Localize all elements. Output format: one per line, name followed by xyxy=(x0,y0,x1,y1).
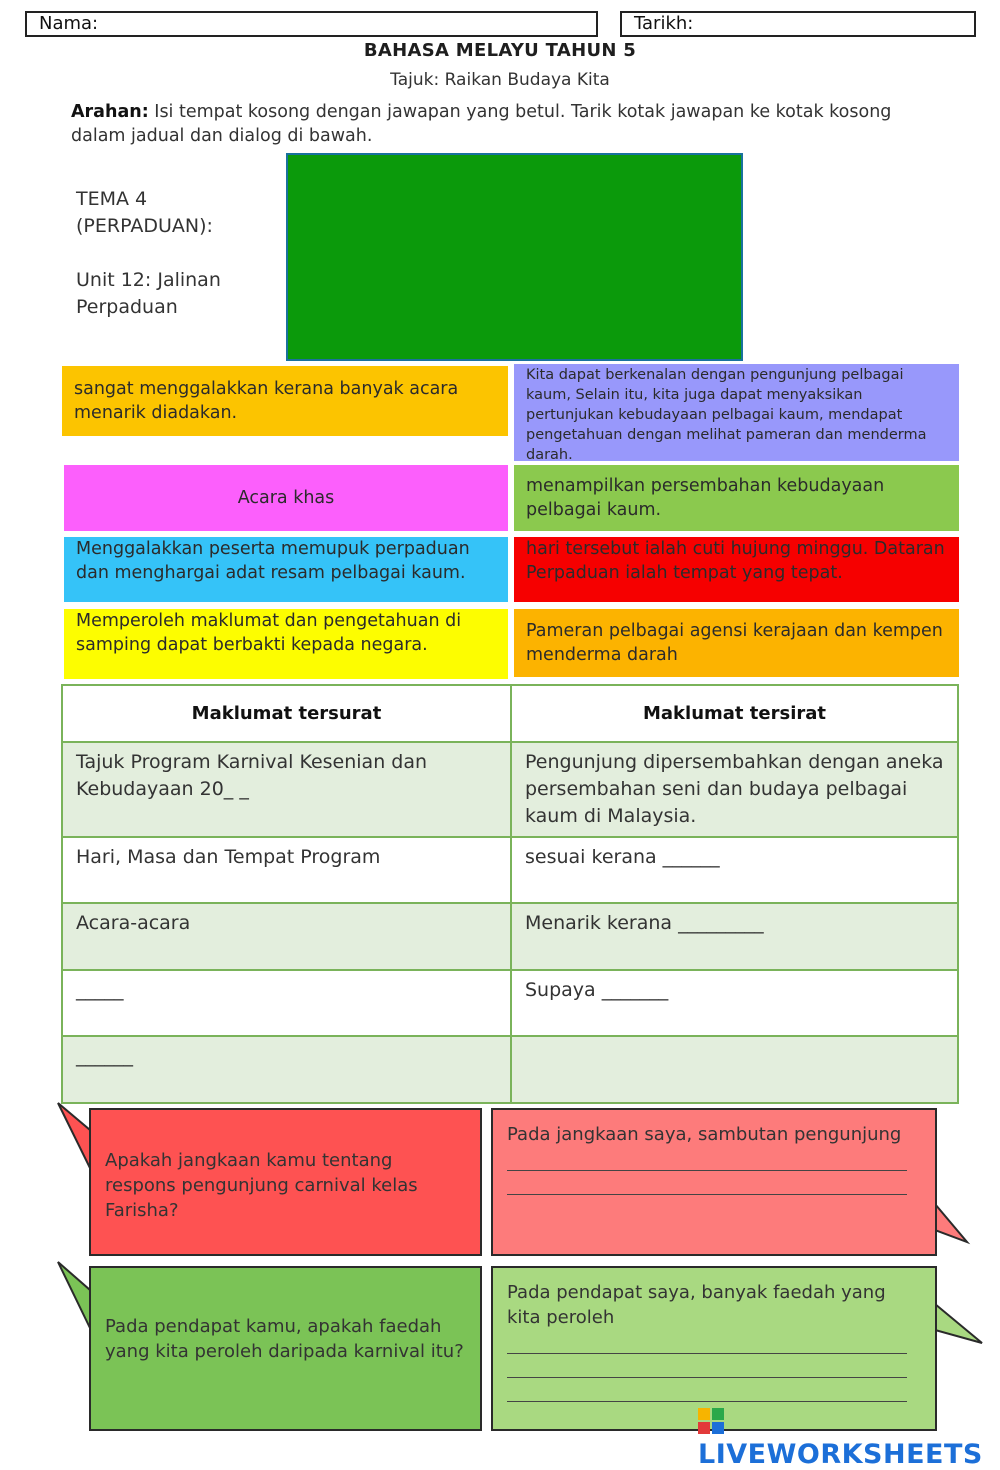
table-cell-blank[interactable]: Menarik kerana _________ xyxy=(511,903,958,970)
answer-bubble xyxy=(491,1266,937,1431)
theme-line-1: TEMA 4 xyxy=(76,188,148,210)
unit-line-1: Unit 12: Jalinan xyxy=(76,269,221,291)
liveworksheets-logo xyxy=(698,1408,1000,1470)
instruction-label: Arahan: xyxy=(71,102,149,122)
column-header-tersurat: Maklumat tersurat xyxy=(62,685,511,742)
answer-card-text: Acara khas xyxy=(237,488,335,508)
answer-card-text: hari tersebut ialah cuti hujung minggu. Dataran Perpaduan ialah tempat yang tepat. xyxy=(526,539,945,583)
logo-text: LIVEWORKSHEETS xyxy=(698,1439,983,1470)
logo-icon xyxy=(698,1408,726,1436)
blank-line[interactable] xyxy=(507,1330,907,1354)
bubble-tail xyxy=(58,1103,90,1168)
answer-card-text: Kita dapat berkenalan dengan pengunjung pelbagai kaum, Selain itu, kita juga dapat menyaksikan pertunjukan kebudayaan pelbagai kaum, mendapat pengetahuan dengan melihat pameran dan menderma darah. xyxy=(526,367,927,463)
bubble-tail xyxy=(935,1304,982,1343)
table-cell-blank[interactable]: Supaya _______ xyxy=(511,970,958,1036)
name-label: Nama: xyxy=(39,13,99,34)
table-cell: Tajuk Program Karnival Kesenian dan Kebudayaan 20_ _ xyxy=(62,742,511,837)
blank-line[interactable] xyxy=(507,1171,907,1195)
table-cell: Hari, Masa dan Tempat Program xyxy=(62,837,511,903)
answer-bubble xyxy=(491,1108,937,1256)
question-bubble xyxy=(89,1266,482,1431)
table-cell-blank[interactable]: sesuai kerana ______ xyxy=(511,837,958,903)
bubble-tail xyxy=(58,1262,90,1328)
answer-card-text: Menggalakkan peserta memupuk perpaduan dan menghargai adat resam pelbagai kaum. xyxy=(76,539,470,583)
answer-card-text: sangat menggalakkan kerana banyak acara menarik diadakan. xyxy=(74,379,459,423)
answer-card-text: Memperoleh maklumat dan pengetahuan di samping dapat berbakti kepada negara. xyxy=(76,611,462,655)
blank-line[interactable] xyxy=(507,1378,907,1402)
question-text: Apakah jangkaan kamu tentang respons pengunjung carnival kelas Farisha? xyxy=(105,1150,418,1221)
blank-line[interactable] xyxy=(507,1354,907,1378)
bubble-tail xyxy=(935,1204,967,1242)
table-cell-blank[interactable]: ______ xyxy=(62,1036,511,1103)
blank-line[interactable] xyxy=(507,1147,907,1171)
unit-line-2: Perpaduan xyxy=(76,296,178,318)
date-label: Tarikh: xyxy=(634,13,694,34)
table-cell: Acara-acara xyxy=(62,903,511,970)
page-title: BAHASA MELAYU TAHUN 5 xyxy=(363,40,637,61)
answer-card-text: menampilkan persembahan kebudayaan pelbagai kaum. xyxy=(526,476,885,520)
answer-card-text: Pameran pelbagai agensi kerajaan dan kempen menderma darah xyxy=(526,621,943,665)
column-header-tersirat: Maklumat tersirat xyxy=(511,685,958,742)
question-text: Pada pendapat kamu, apakah faedah yang kita peroleh daripada karnival itu? xyxy=(105,1316,464,1362)
page-subtitle: Tajuk: Raikan Budaya Kita xyxy=(390,70,610,90)
table-cell: Pengunjung dipersembahkan dengan aneka persembahan seni dan budaya pelbagai kaum di Malaysia. xyxy=(511,742,958,837)
theme-line-2: (PERPADUAN): xyxy=(76,215,213,237)
instruction-text: Isi tempat kosong dengan jawapan yang betul. Tarik kotak jawapan ke kotak kosong dalam jadual dan dialog di bawah. xyxy=(71,102,892,146)
table-cell-blank[interactable]: _____ xyxy=(62,970,511,1036)
question-bubble xyxy=(89,1108,482,1256)
answer-text: Pada pendapat saya, banyak faedah yang kita peroleh xyxy=(507,1282,886,1328)
answer-text: Pada jangkaan saya, sambutan pengunjung xyxy=(507,1124,902,1145)
